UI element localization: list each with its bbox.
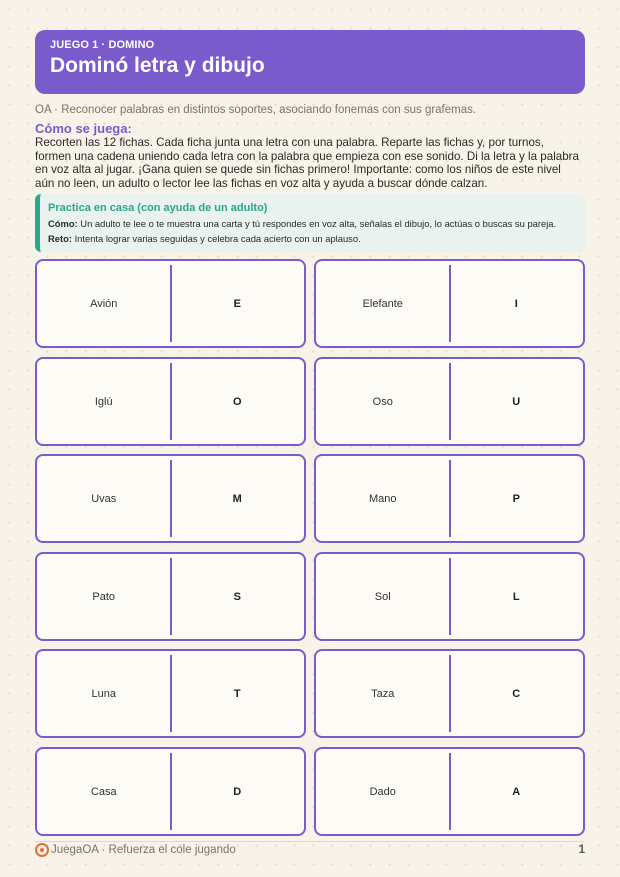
tile-word: Elefante: [362, 297, 403, 310]
domino-tile: [314, 454, 585, 543]
tile-word: Oso: [372, 395, 393, 408]
tile-word: Mano: [368, 492, 397, 505]
tile-letter: P: [512, 492, 520, 505]
domino-tile: [35, 552, 306, 641]
tile-word: Dado: [369, 785, 396, 798]
tile-word: Sol: [374, 590, 391, 603]
page-footer: [35, 843, 585, 857]
domino-tile: [314, 357, 585, 446]
domino-tile: [35, 259, 306, 348]
tile-letter: U: [512, 395, 521, 408]
domino-tile: [35, 649, 306, 738]
domino-tile: [314, 259, 585, 348]
tile-word: Taza: [371, 687, 395, 700]
game-kicker: JUEGO 1 · DOMINO: [50, 39, 155, 51]
page-number: 1: [578, 844, 585, 856]
tile-letter: D: [233, 785, 242, 798]
practice-como: [48, 218, 575, 229]
how-to-play-heading: Cómo se juega:: [35, 121, 132, 136]
tile-letter: S: [233, 590, 241, 603]
footer-divider: [35, 841, 585, 842]
tile-word: Luna: [91, 687, 116, 700]
tile-word: Casa: [90, 785, 117, 798]
tile-letter: O: [232, 395, 242, 408]
domino-tile: [35, 357, 306, 446]
como-text: Un adulto te lee o te muestra una carta y tú respondes en voz alta, señalas el dibujo, lo actúas o buscas su pareja.: [80, 218, 557, 229]
footer-brand: JuegaOA · Refuerza el cole jugando: [51, 844, 236, 856]
tile-letter: L: [512, 590, 520, 603]
tile-word: Avión: [90, 297, 118, 310]
tile-letter: A: [512, 785, 521, 798]
domino-tile: [314, 552, 585, 641]
tile-letter: E: [233, 297, 241, 310]
domino-tile: [314, 649, 585, 738]
tile-letter: I: [514, 297, 518, 310]
how-to-play-text: Recorten las 12 fichas. Cada ficha junta una letra con una palabra. Reparte las fichas y, por turnos, formen una cadena uniendo cada letra con la palabra que empieza con ese sonido. Di la letra y la palabra en voz alta al jugar. ¡Gana quien se quede sin fichas primero! Importante: como los niños de este nivel aún no leen, un adulto o lector lee las fichas en voz alta y ayuda a buscar dónde calzan.: [35, 136, 579, 190]
practice-title: Practica en casa (con ayuda de un adulto): [48, 202, 268, 214]
domino-tile: [35, 454, 306, 543]
tile-letter: C: [512, 687, 521, 700]
tile-letter: T: [233, 687, 241, 700]
domino-tile: [35, 747, 306, 836]
practice-reto: [48, 233, 575, 244]
learning-objective: OA · Reconocer palabras en distintos soportes, asociando fonemas con sus grafemas.: [35, 104, 477, 116]
tile-word: Iglú: [94, 395, 113, 408]
page-header: [35, 30, 585, 94]
tile-word: Pato: [92, 590, 116, 603]
domino-tile: [314, 747, 585, 836]
como-label: Cómo:: [48, 218, 78, 229]
reto-text: Intenta lograr varias seguidas y celebra cada acierto con un aplauso.: [74, 233, 361, 244]
reto-label: Reto:: [48, 233, 72, 244]
target-icon: [35, 843, 49, 857]
page-title: Dominó letra y dibujo: [50, 54, 265, 77]
practice-box: [35, 194, 585, 252]
tile-letter: M: [232, 492, 242, 505]
tile-word: Uvas: [91, 492, 117, 505]
